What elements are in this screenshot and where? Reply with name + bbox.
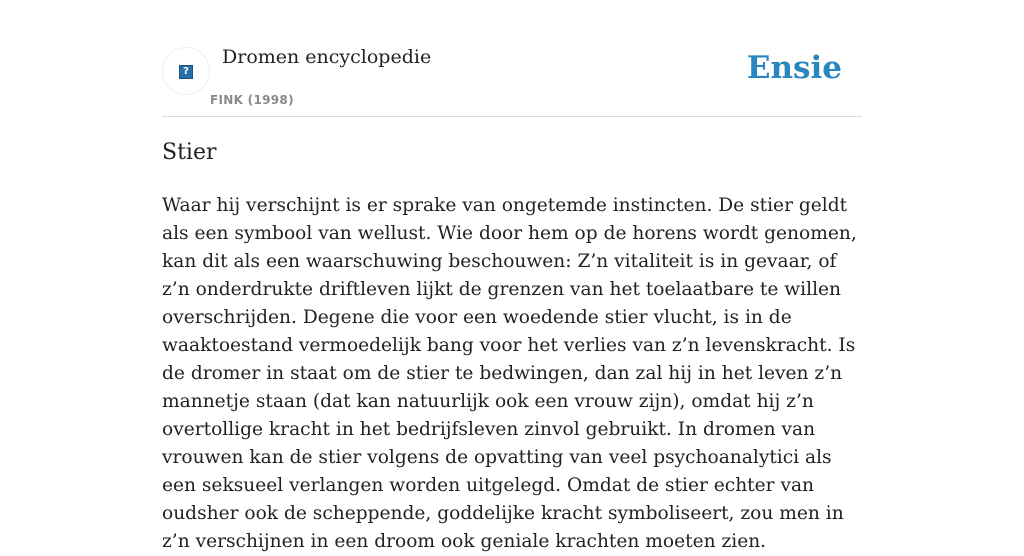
content-container xyxy=(162,0,862,552)
ensie-logo[interactable]: Ensie xyxy=(746,50,842,86)
book-title[interactable]: Dromen encyclopedie xyxy=(222,46,432,68)
book-logo[interactable] xyxy=(162,47,210,95)
book-source: FINK (1998) xyxy=(210,93,294,107)
entry-header xyxy=(162,0,862,117)
question-book-icon: ? xyxy=(179,65,193,79)
entry-body: Waar hij verschijnt is er sprake van ongetemde instincten. De stier geldt als een symbool van wellust. Wie door hem op de horens wordt genomen, kan dit als een waarschuwing beschouwen: Z’n vitaliteit is in gevaar, of z’n onderdrukte driftleven lijkt de grenzen van het toelaatbare te willen overschrijden. Degene die voor een woedende stier vlucht, is in de waaktoestand vermoedelijk bang voor het verlies van z’n levenskracht. Is de dromer in staat om de stier te bedwingen, dan zal hij in het leven z’n mannetje staan (dat kan natuurlijk ook een vrouw zijn), omdat hij z’n overtollige kracht in het bedrijfsleven zinvol gebruikt. In dromen van vrouwen kan de stier volgens de opvatting van veel psychoanalytici als een seksueel verlangen worden uitgelegd. Omdat de stier echter van oudsher ook de scheppende, goddelijke kracht symboliseert, zou men in z’n verschijnen in een droom ook geniale krachten moeten zien. xyxy=(162,195,857,552)
entry-title: Stier xyxy=(162,140,217,165)
